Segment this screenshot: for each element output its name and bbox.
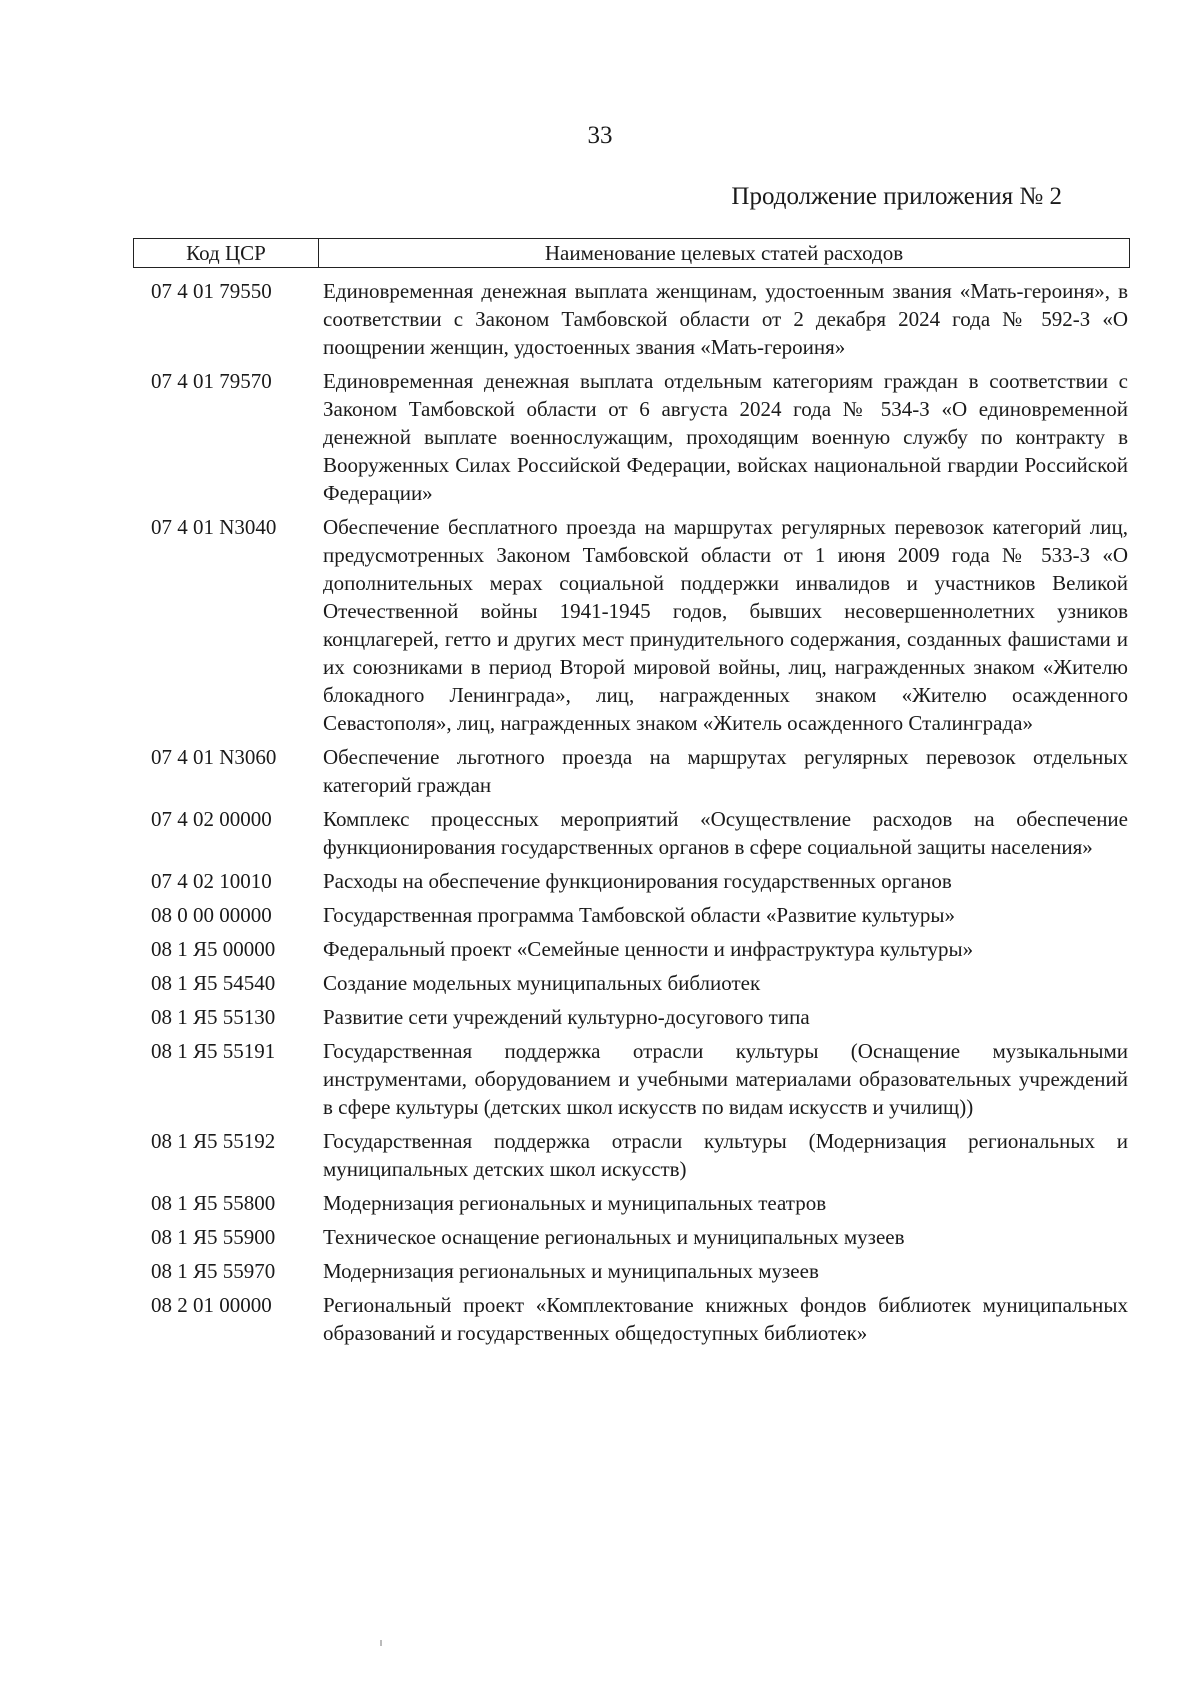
row-name: Техническое оснащение региональных и муниципальных музеев: [323, 1225, 905, 1249]
row-name: Региональный проект «Комплектование книжных фондов библиотек муниципальных образований и государственных общедоступных библиотек»: [323, 1293, 1128, 1345]
row-name: Создание модельных муниципальных библиотек: [323, 971, 761, 995]
table-row: [133, 1291, 1130, 1347]
table-header: [133, 238, 1130, 268]
table-row: [133, 1127, 1130, 1183]
table-body: [133, 277, 1130, 1353]
row-code: 08 1 Я5 55970: [151, 1259, 276, 1283]
table-row: [133, 867, 1130, 895]
header-name: Наименование целевых статей расходов: [544, 241, 904, 265]
table-row: [133, 367, 1130, 507]
table-row: [133, 1037, 1130, 1121]
row-code: 07 4 01 N3060: [151, 745, 277, 769]
table-row: [133, 513, 1130, 737]
row-name: Единовременная денежная выплата женщинам, удостоенным звания «Мать-героиня», в соответствии с Законом Тамбовской области от 2 декабря 2024 года № 592-З «О поощрении женщин, удостоенных звания «Мать-героиня»: [323, 279, 1128, 359]
table-row: [133, 1257, 1130, 1285]
table-row: [133, 1223, 1130, 1251]
header-code: Код ЦСР: [134, 239, 319, 267]
table-row: [133, 1003, 1130, 1031]
row-name: Единовременная денежная выплата отдельным категориям граждан в соответствии с Законом Тамбовской области от 6 августа 2024 года № 534-З «О единовременной денежной выплате военнослужащим, проходящим военную службу по контракту в Вооруженных Силах Российской Федерации, войсках национальной гвардии Российской Федерации»: [323, 369, 1128, 505]
row-name: Расходы на обеспечение функционирования государственных органов: [323, 869, 952, 893]
row-code: 08 1 Я5 54540: [151, 971, 276, 995]
row-name: Государственная поддержка отрасли культуры (Модернизация региональных и муниципальных детских школ искусств): [323, 1129, 1128, 1181]
row-code: 07 4 01 N3040: [151, 515, 277, 539]
row-code: 07 4 01 79550: [151, 279, 272, 303]
row-code: 08 1 Я5 55191: [151, 1039, 276, 1063]
scan-mark: [380, 1640, 382, 1646]
table-row: [133, 969, 1130, 997]
row-code: 07 4 02 00000: [151, 807, 272, 831]
row-code: 08 0 00 00000: [151, 903, 272, 927]
row-name: Обеспечение льготного проезда на маршрутах регулярных перевозок отдельных категорий граждан: [323, 745, 1128, 797]
row-name: Обеспечение бесплатного проезда на маршрутах регулярных перевозок категорий лиц, предусмотренных Законом Тамбовской области от 1 июня 2009 года № 533-З «О дополнительных мерах социальной поддержки инвалидов и участников Великой Отечественной войны 1941-1945 годов, бывших несовершеннолетних узников концлагерей, гетто и других мест принудительного содержания, созданных фашистами и их союзниками в период Второй мировой войны, лиц, награжденных знаком «Жителю блокадного Ленинграда», лиц, награжденных знаком «Жителю осажденного Севастополя», лиц, награжденных знаком «Житель осажденного Сталинграда»: [323, 515, 1128, 735]
row-name: Развитие сети учреждений культурно-досугового типа: [323, 1005, 810, 1029]
row-name: Модернизация региональных и муниципальных театров: [323, 1191, 827, 1215]
table-row: [133, 805, 1130, 861]
page-number: 33: [587, 122, 613, 149]
appendix-title: Продолжение приложения № 2: [731, 183, 1062, 210]
row-code: 08 1 Я5 55900: [151, 1225, 276, 1249]
row-code: 08 1 Я5 55800: [151, 1191, 276, 1215]
table-row: [133, 1189, 1130, 1217]
row-name: Федеральный проект «Семейные ценности и инфраструктура культуры»: [323, 937, 974, 961]
table-row: [133, 743, 1130, 799]
row-code: 08 1 Я5 55130: [151, 1005, 276, 1029]
row-name: Комплекс процессных мероприятий «Осуществление расходов на обеспечение функционирования государственных органов в сфере социальной защиты населения»: [323, 807, 1128, 859]
table-row: [133, 277, 1130, 361]
table-row: [133, 935, 1130, 963]
row-code: 07 4 02 10010: [151, 869, 272, 893]
row-name: Государственная программа Тамбовской области «Развитие культуры»: [323, 903, 956, 927]
row-code: 08 1 Я5 55192: [151, 1129, 276, 1153]
row-code: 07 4 01 79570: [151, 369, 272, 393]
row-name: Государственная поддержка отрасли культуры (Оснащение музыкальными инструментами, оборудованием и учебными материалами образовательных учреждений в сфере культуры (детских школ искусств по видам искусств и училищ)): [323, 1039, 1128, 1119]
table-row: [133, 901, 1130, 929]
row-code: 08 1 Я5 00000: [151, 937, 276, 961]
row-name: Модернизация региональных и муниципальных музеев: [323, 1259, 819, 1283]
row-code: 08 2 01 00000: [151, 1293, 272, 1317]
